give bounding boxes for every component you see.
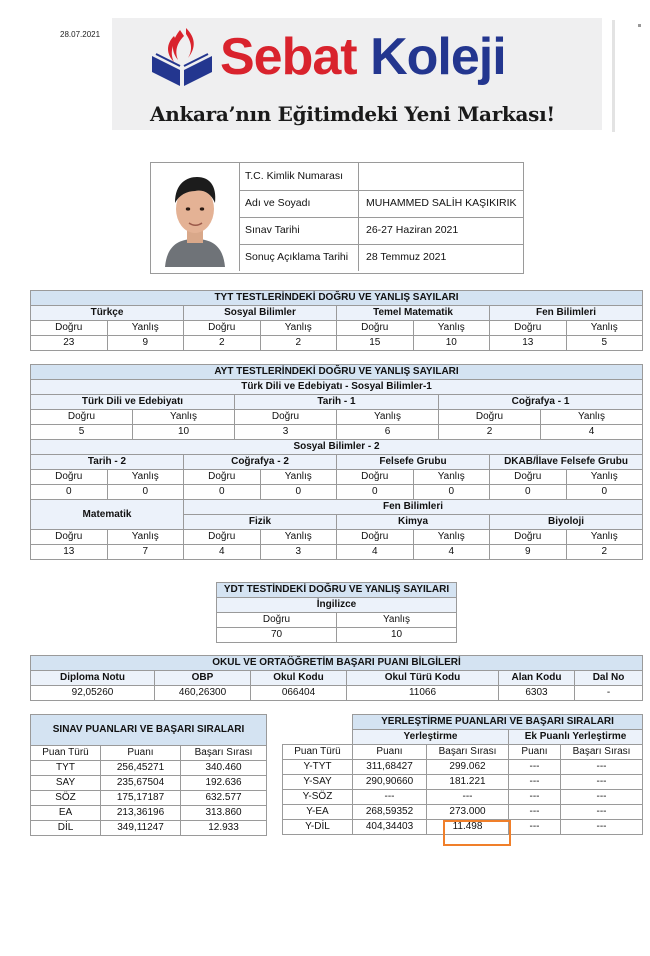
student-info-card [150, 162, 524, 274]
corner-cell [283, 715, 353, 745]
dogru-label: Doğru [217, 613, 337, 628]
yanlis-label: Yanlış [260, 321, 337, 336]
dogru-label: Doğru [184, 470, 261, 485]
subject-header: Biyoloji [490, 515, 643, 530]
dogru-label: Doğru [439, 410, 541, 425]
count-cell: 15 [337, 336, 414, 351]
info-value: 26-27 Haziran 2021 [366, 224, 459, 236]
count-cell: 10 [337, 628, 457, 643]
value-cell: 92,05260 [31, 686, 155, 701]
bonus-score: --- [509, 820, 561, 835]
bonus-score: --- [509, 805, 561, 820]
score-value: 256,45271 [101, 761, 181, 776]
dogru-label: Doğru [490, 470, 567, 485]
dogru-label: Doğru [337, 530, 414, 545]
student-name: MUHAMMED SALİH KAŞIKIRIK [366, 197, 517, 209]
count-cell: 4 [413, 545, 490, 560]
highlight-box [443, 820, 511, 846]
table-row [31, 821, 267, 836]
count-cell: 0 [337, 485, 414, 500]
info-label: T.C. Kimlik Numarası [245, 170, 344, 182]
tyt-title: TYT TESTLERİNDEKİ DOĞRU VE YANLIŞ SAYILARI [31, 291, 643, 306]
dogru-label: Doğru [490, 321, 567, 336]
yanlis-label: Yanlış [260, 530, 337, 545]
column-header: Başarı Sırası [561, 745, 643, 760]
dogru-label: Doğru [31, 470, 108, 485]
column-header: Puanı [509, 745, 561, 760]
rank-value: --- [427, 790, 509, 805]
score-value: 213,36196 [101, 806, 181, 821]
count-cell: 2 [566, 545, 643, 560]
score-value: 175,17187 [101, 791, 181, 806]
score-value: --- [353, 790, 427, 805]
count-cell: 3 [260, 545, 337, 560]
brand-name: Sebat Koleji [220, 28, 506, 86]
rank-value: 340.460 [181, 761, 267, 776]
info-label: Sonuç Açıklama Tarihi [245, 251, 349, 263]
yanlis-label: Yanlış [566, 470, 643, 485]
score-type: Y-EA [283, 805, 353, 820]
count-cell: 2 [184, 336, 261, 351]
count-cell: 10 [133, 425, 235, 440]
count-cell: 0 [184, 485, 261, 500]
book-flame-icon [150, 26, 214, 88]
column-header: Başarı Sırası [181, 746, 267, 761]
ydt-table [216, 582, 457, 643]
table-row [283, 805, 643, 820]
count-cell: 7 [107, 545, 184, 560]
count-cell: 5 [566, 336, 643, 351]
table-row [283, 775, 643, 790]
score-type: Y-SÖZ [283, 790, 353, 805]
yanlis-label: Yanlış [413, 530, 490, 545]
yanlis-label: Yanlış [413, 321, 490, 336]
bonus-score: --- [509, 775, 561, 790]
ayt-group1-header: Türk Dili ve Edebiyatı - Sosyal Bilimler-1 [31, 380, 643, 395]
table-row [31, 776, 267, 791]
table-row [31, 791, 267, 806]
yanlis-label: Yanlış [260, 470, 337, 485]
ayt-table [30, 364, 643, 560]
info-label: Sınav Tarihi [245, 224, 300, 236]
dogru-label: Doğru [31, 321, 108, 336]
placement-scores-table [282, 714, 643, 835]
count-cell: 0 [566, 485, 643, 500]
count-cell: 6 [337, 425, 439, 440]
yanlis-label: Yanlış [566, 530, 643, 545]
value-cell: 11066 [347, 686, 499, 701]
score-type: TYT [31, 761, 101, 776]
subject-header: Tarih - 2 [31, 455, 184, 470]
yanlis-label: Yanlış [413, 470, 490, 485]
subject-header: Coğrafya - 1 [439, 395, 643, 410]
yanlis-label: Yanlış [107, 530, 184, 545]
column-header: Okul Türü Kodu [347, 671, 499, 686]
bonus-rank: --- [561, 820, 643, 835]
subject-header: Coğrafya - 2 [184, 455, 337, 470]
dogru-label: Doğru [337, 321, 414, 336]
score-type: EA [31, 806, 101, 821]
dogru-label: Doğru [490, 530, 567, 545]
subject-header: Temel Matematik [337, 306, 490, 321]
bonus-rank: --- [561, 790, 643, 805]
score-type: Y-DİL [283, 820, 353, 835]
info-row-name [239, 190, 523, 218]
count-cell: 5 [31, 425, 133, 440]
dogru-label: Doğru [31, 530, 108, 545]
count-cell: 13 [31, 545, 108, 560]
exam-scores-table [30, 714, 267, 836]
count-cell: 10 [413, 336, 490, 351]
value-cell: 066404 [251, 686, 347, 701]
table-row [31, 761, 267, 776]
subject-header: Kimya [337, 515, 490, 530]
score-value: 290,90660 [353, 775, 427, 790]
count-cell: 13 [490, 336, 567, 351]
print-date: 28.07.2021 [60, 30, 101, 39]
subject-header: İngilizce [217, 598, 457, 613]
count-cell: 70 [217, 628, 337, 643]
table-row [283, 790, 643, 805]
count-cell: 0 [107, 485, 184, 500]
brand-tagline: Ankara’nın Eğitimdeki Yeni Markası! [150, 102, 555, 126]
placement-title: YERLEŞTİRME PUANLARI VE BAŞARI SIRALARI [353, 715, 643, 730]
count-cell: 0 [260, 485, 337, 500]
count-cell: 2 [439, 425, 541, 440]
exam-scores-title: SINAV PUANLARI VE BAŞARI SIRALARI [31, 715, 267, 746]
yanlis-label: Yanlış [107, 470, 184, 485]
school-info-table [30, 655, 643, 701]
student-photo [151, 163, 240, 271]
ydt-title: YDT TESTİNDEKİ DOĞRU VE YANLIŞ SAYILARI [217, 583, 457, 598]
table-row [283, 760, 643, 775]
person-photo-icon [151, 163, 239, 271]
bonus-rank: --- [561, 805, 643, 820]
rank-value: 299.062 [427, 760, 509, 775]
column-header: Puanı [353, 745, 427, 760]
column-header: Puanı [101, 746, 181, 761]
subject-header: Tarih - 1 [235, 395, 439, 410]
scan-mark [638, 24, 641, 27]
subject-header: Fizik [184, 515, 337, 530]
fen-header: Fen Bilimleri [184, 500, 643, 515]
matematik-header: Matematik [31, 500, 184, 530]
column-header: OBP [155, 671, 251, 686]
count-cell: 2 [260, 336, 337, 351]
rank-value-highlighted: 11.498 [427, 820, 509, 835]
score-value: 235,67504 [101, 776, 181, 791]
score-type: DİL [31, 821, 101, 836]
info-label: Adı ve Soyadı [245, 197, 311, 209]
score-type: Y-SAY [283, 775, 353, 790]
count-cell: 4 [541, 425, 643, 440]
column-header: Puan Türü [283, 745, 353, 760]
table-row [31, 806, 267, 821]
yanlis-label: Yanlış [566, 321, 643, 336]
dogru-label: Doğru [184, 321, 261, 336]
value-cell: - [575, 686, 643, 701]
bonus-score: --- [509, 760, 561, 775]
column-header: Okul Kodu [251, 671, 347, 686]
subject-header: Türk Dili ve Edebiyatı [31, 395, 235, 410]
rank-value: 181.221 [427, 775, 509, 790]
score-type: SÖZ [31, 791, 101, 806]
info-row-exam-date [239, 217, 523, 245]
rank-value: 192.636 [181, 776, 267, 791]
dogru-label: Doğru [235, 410, 337, 425]
count-cell: 0 [490, 485, 567, 500]
count-cell: 4 [184, 545, 261, 560]
score-type: Y-TYT [283, 760, 353, 775]
ayt-group2-header: Sosyal Bilimler - 2 [31, 440, 643, 455]
column-header: Diploma Notu [31, 671, 155, 686]
info-row-tc [239, 163, 523, 191]
count-cell: 3 [235, 425, 337, 440]
count-cell: 4 [337, 545, 414, 560]
value-cell: 460,26300 [155, 686, 251, 701]
count-cell: 0 [413, 485, 490, 500]
yanlis-label: Yanlış [337, 410, 439, 425]
school-logo-banner [112, 18, 602, 130]
score-value: 349,11247 [101, 821, 181, 836]
placement-group-header: Yerleştirme [353, 730, 509, 745]
yanlis-label: Yanlış [133, 410, 235, 425]
column-header: Puan Türü [31, 746, 101, 761]
yanlis-label: Yanlış [337, 613, 457, 628]
dogru-label: Doğru [337, 470, 414, 485]
yanlis-label: Yanlış [107, 321, 184, 336]
count-cell: 23 [31, 336, 108, 351]
score-value: 311,68427 [353, 760, 427, 775]
subject-header: Sosyal Bilimler [184, 306, 337, 321]
tyt-table [30, 290, 643, 351]
subject-header: Türkçe [31, 306, 184, 321]
bonus-placement-group-header: Ek Puanlı Yerleştirme [509, 730, 643, 745]
info-row-result-date [239, 244, 523, 271]
rank-value: 632.577 [181, 791, 267, 806]
column-header: Dal No [575, 671, 643, 686]
count-cell: 9 [490, 545, 567, 560]
rank-value: 12.933 [181, 821, 267, 836]
count-cell: 9 [107, 336, 184, 351]
info-value: 28 Temmuz 2021 [366, 251, 447, 263]
dogru-label: Doğru [184, 530, 261, 545]
school-title: OKUL VE ORTAÖĞRETİM BAŞARI PUANI BİLGİLERİ [31, 656, 643, 671]
subject-header: Fen Bilimleri [490, 306, 643, 321]
rank-value: 313.860 [181, 806, 267, 821]
subject-header: DKAB/İlave Felsefe Grubu [490, 455, 643, 470]
subject-header: Felsefe Grubu [337, 455, 490, 470]
value-cell: 6303 [499, 686, 575, 701]
dogru-label: Doğru [31, 410, 133, 425]
bonus-score: --- [509, 790, 561, 805]
column-header: Alan Kodu [499, 671, 575, 686]
score-value: 268,59352 [353, 805, 427, 820]
ayt-title: AYT TESTLERİNDEKİ DOĞRU VE YANLIŞ SAYILARI [31, 365, 643, 380]
yanlis-label: Yanlış [541, 410, 643, 425]
divider [612, 20, 615, 132]
column-header: Başarı Sırası [427, 745, 509, 760]
rank-value: 273.000 [427, 805, 509, 820]
bonus-rank: --- [561, 760, 643, 775]
score-type: SAY [31, 776, 101, 791]
count-cell: 0 [31, 485, 108, 500]
score-value: 404,34403 [353, 820, 427, 835]
bonus-rank: --- [561, 775, 643, 790]
